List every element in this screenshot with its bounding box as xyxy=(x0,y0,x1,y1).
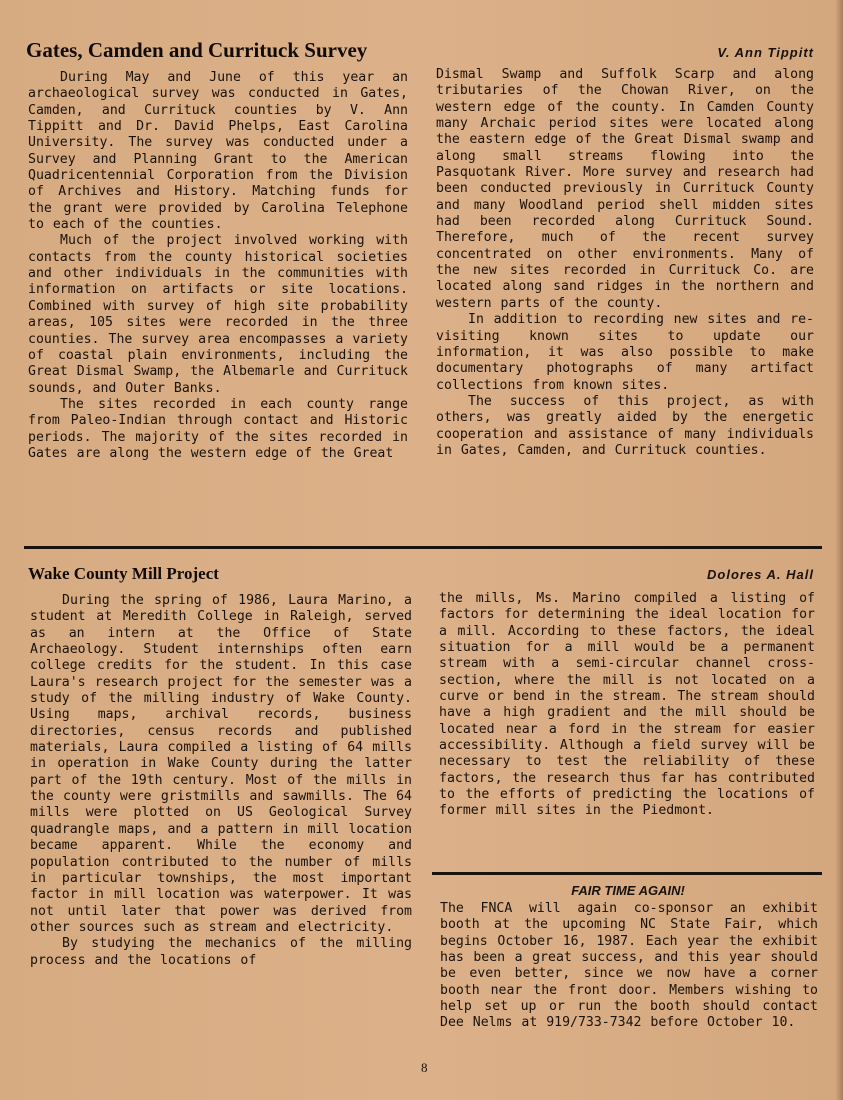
article1-paragraph: Much of the project involved working with contacts from the county historical societies and other individuals in the communities with information on artifacts or site locations. Combined with survey of high site probability areas, 105 sites were recorded in the three counties. The survey area encompasses a variety of coastal plain environments, including the Great Dismal Swamp, the Albemarle and Currituck sounds, and Outer Banks. xyxy=(28,233,408,396)
section-divider xyxy=(24,546,822,549)
article2-right-column xyxy=(439,591,815,820)
notice-body xyxy=(440,901,818,1032)
article1-header xyxy=(26,38,814,63)
article2-paragraph: During the spring of 1986, Laura Marino, a student at Meredith College in Raleigh, served as an intern at the Office of State Archaeology. Student internships often earn college credits for the student. In this case Laura's research project for the semester was a study of the milling industry of Wake County. Using maps, archival records, business directories, census records and published materials, Laura compiled a listing of 64 mills in operation in Wake County during the latter part of the 19th century. Most of the mills in the county were gristmills and sawmills. The 64 mills were plotted on US Geological Survey quadrangle maps, and a pattern in mill location became apparent. While the economy and population contributed to the number of mills in particular townships, the most important factor in mill location was waterpower. It was not until later that power was derived from other sources such as stream and electricity. xyxy=(30,593,412,935)
notice-text: The FNCA will again co-sponsor an exhibit booth at the upcoming NC State Fair, which begins October 16, 1987. Each year the exhibit has been a great success, and this year should be even better, since we now have a corner booth near the front door. Members wishing to help set up or run the booth should contact Dee Nelms at 919/733-7342 before October 10. xyxy=(440,901,818,1031)
page-edge-shadow xyxy=(835,0,843,1100)
article2-left-column xyxy=(30,593,412,969)
article1-author: V. Ann Tippitt xyxy=(717,45,814,60)
article2-paragraph: By studying the mechanics of the milling process and the locations of xyxy=(30,936,412,968)
article1-title: Gates, Camden and Currituck Survey xyxy=(26,38,368,62)
article1-paragraph: The success of this project, as with others, was greatly aided by the energetic cooperation and assistance of many individuals in Gates, Camden, and Currituck counties. xyxy=(436,393,814,458)
notice-title: FAIR TIME AGAIN! xyxy=(571,883,685,898)
article1-left-column xyxy=(28,70,408,462)
article2-author: Dolores A. Hall xyxy=(707,567,814,582)
article1-paragraph: During May and June of this year an archaeological survey was conducted in Gates, Camden, and Currituck counties by V. Ann Tippitt and Dr. David Phelps, East Carolina University. The survey was conducted under a Survey and Planning Grant to the American Quadricentennial Corporation from the Division of Archives and History. Matching funds for the grant were provided by Carolina Telephone to each of the counties. xyxy=(28,70,408,233)
page-number: 8 xyxy=(421,1060,428,1075)
article1-right-column xyxy=(436,67,814,459)
article1-paragraph: In addition to recording new sites and re-visiting known sites to update our information, it was also possible to make documentary photographs of many artifact collections from known sites. xyxy=(436,312,814,393)
article2-header xyxy=(28,564,814,584)
article2-paragraph: the mills, Ms. Marino compiled a listing of factors for determining the ideal location for a mill. According to these factors, the ideal situation for a mill would be a permanent stream with a semi-circular channel cross-section, where the mill is not located on a curve or bend in the stream. The stream should have a high gradient and the mill should be located near a ford in the stream for easier accessibility. Although a field survey will be necessary to test the reliability of these factors, the research thus far has contributed to the efforts of predicting the locations of former mill sites in the Piedmont. xyxy=(439,591,815,819)
article1-paragraph: Dismal Swamp and Suffolk Scarp and along tributaries of the Chowan River, on the western edge of the county. In Camden County many Archaic period sites were located along the eastern edge of the Great Dismal swamp and along small streams flowing into the Pasquotank River. More survey and research had been conducted previously in Currituck County and many Woodland period shell midden sites had been recorded along Currituck Sound. Therefore, much of the recent survey concentrated on other environments. Many of the new sites recorded in Currituck Co. are located along sand ridges in the northern and western parts of the county. xyxy=(436,67,814,311)
article1-paragraph: The sites recorded in each county range from Paleo-Indian through contact and Historic periods. The majority of the sites recorded in Gates are along the western edge of the Great xyxy=(28,396,408,461)
notice-divider xyxy=(432,872,822,875)
article2-title: Wake County Mill Project xyxy=(28,564,219,583)
